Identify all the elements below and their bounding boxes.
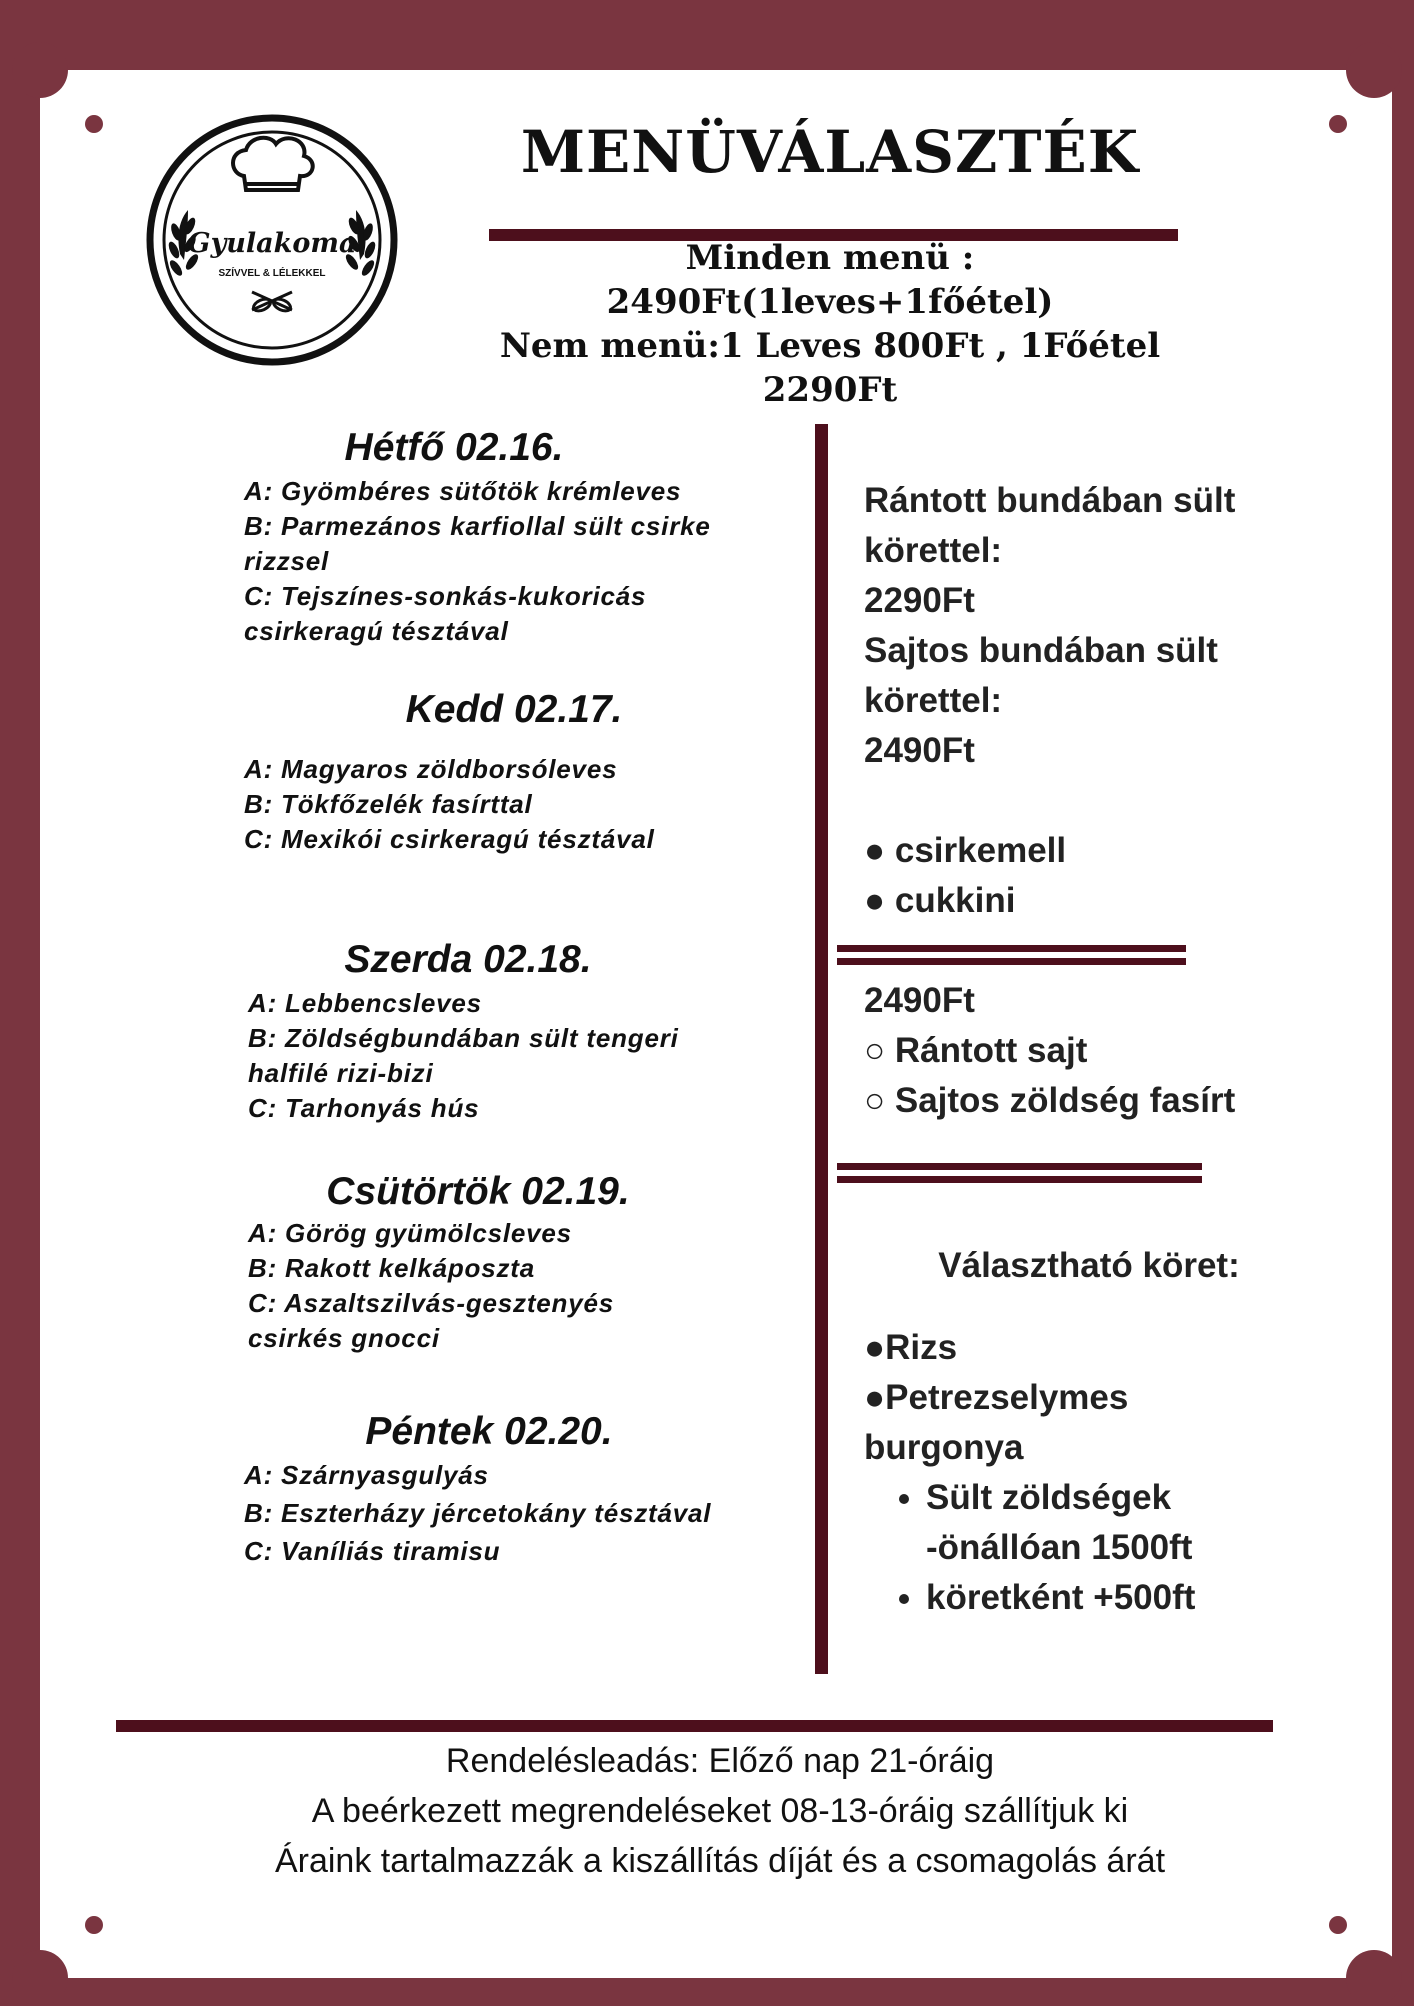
day-title: Kedd 02.17. bbox=[405, 688, 623, 731]
day-title: Péntek 02.20. bbox=[365, 1410, 613, 1453]
corner-notch bbox=[12, 42, 68, 98]
menu-item-a: A: Görög gyümölcsleves bbox=[248, 1218, 572, 1248]
day-thursday bbox=[248, 1170, 708, 1356]
price-note: Áraink tartalmazzák a kiszállítás díját és a csomagolás árát bbox=[274, 1842, 1166, 1880]
double-rule-top bbox=[837, 945, 1186, 952]
menu-item-a: A: Szárnyasgulyás bbox=[244, 1460, 489, 1490]
menu-item-a: A: Gyömbéres sütőtök krémleves bbox=[244, 476, 682, 506]
menu-item-c: C: Mexikói csirkeragú tésztával bbox=[244, 824, 655, 854]
decor-dot bbox=[85, 115, 103, 133]
side-rice: ●Rizs bbox=[864, 1328, 958, 1367]
option-zucchini: ● cukkini bbox=[864, 881, 1016, 920]
footer-divider bbox=[116, 1720, 1273, 1732]
menu-item-a: A: Magyaros zöldborsóleves bbox=[244, 754, 618, 784]
menu-item-b: B: Rakott kelkáposzta bbox=[248, 1253, 535, 1283]
sides-section bbox=[864, 1241, 1284, 1623]
price-info bbox=[440, 236, 1220, 412]
decor-dot bbox=[1329, 1916, 1347, 1934]
day-monday bbox=[244, 426, 784, 649]
side-addon-price: • köretként +500ft bbox=[926, 1573, 1284, 1623]
whisk-icon bbox=[252, 292, 293, 313]
day-title: Csütörtök 02.19. bbox=[326, 1170, 630, 1213]
day-wednesday bbox=[248, 938, 728, 1126]
day-title: Szerda 02.18. bbox=[344, 938, 592, 981]
delivery-hours: A beérkezett megrendeléseket 08-13-óráig szállítjuk ki bbox=[311, 1792, 1129, 1830]
menu-item-c: C: Tejszínes-sonkás-kukoricás csirkeragú tésztával bbox=[244, 581, 647, 646]
order-info bbox=[120, 1736, 1320, 1886]
decor-dot bbox=[1329, 115, 1347, 133]
price-line-1: Minden menü : bbox=[685, 238, 975, 278]
menu-item-c: C: Vaníliás tiramisu bbox=[244, 1536, 501, 1566]
decor-dot bbox=[85, 1916, 103, 1934]
menu-item-b: B: Eszterházy jércetokány tésztával bbox=[244, 1498, 712, 1528]
gyulakoma-logo bbox=[146, 114, 398, 366]
cheesy-breaded-price: 2490Ft bbox=[864, 731, 975, 770]
menu-item-b: B: Tökfőzelék fasírttal bbox=[244, 789, 533, 819]
day-title: Hétfő 02.16. bbox=[344, 426, 564, 469]
cheese-specials bbox=[864, 976, 1284, 1126]
menu-item-c: C: Tarhonyás hús bbox=[248, 1093, 480, 1123]
double-rule-bottom bbox=[837, 1176, 1202, 1183]
option-chicken-breast: ● csirkemell bbox=[864, 831, 1067, 870]
day-tuesday bbox=[244, 688, 784, 857]
column-divider bbox=[815, 424, 828, 1674]
menu-item-c: C: Aszaltszilvás-gesztenyés csirkés gnocci bbox=[248, 1288, 614, 1353]
corner-notch bbox=[12, 1950, 68, 2006]
side-parsley-potato: ●Petrezselymes burgonya bbox=[864, 1378, 1129, 1467]
sides-title: Választható köret: bbox=[938, 1246, 1240, 1285]
side-roasted-veg: • Sült zöldségek -önállóan 1500ft bbox=[926, 1473, 1284, 1573]
page-title: MENÜVÁLASZTÉK bbox=[520, 118, 1140, 186]
corner-notch bbox=[1346, 42, 1402, 98]
double-rule-top bbox=[837, 1163, 1202, 1170]
breaded-price: 2290Ft bbox=[864, 581, 975, 620]
breaded-specials bbox=[864, 476, 1284, 926]
double-rule-bottom bbox=[837, 958, 1186, 965]
logo-tagline: SZÍVVEL & LÉLEKKEL bbox=[218, 268, 326, 279]
cheese-price: 2490Ft bbox=[864, 981, 975, 1020]
option-veg-patty: ○ Sajtos zöldség fasírt bbox=[864, 1081, 1236, 1120]
menu-item-a: A: Lebbencsleves bbox=[248, 988, 482, 1018]
breaded-label: Rántott bundában sült körettel: bbox=[864, 481, 1236, 570]
cheesy-breaded-label: Sajtos bundában sült körettel: bbox=[864, 631, 1218, 720]
menu-item-b: B: Parmezános karfiollal sült csirke rizzsel bbox=[244, 511, 711, 576]
day-friday bbox=[244, 1410, 734, 1570]
corner-notch bbox=[1346, 1950, 1402, 2006]
option-fried-cheese: ○ Rántott sajt bbox=[864, 1031, 1088, 1070]
chef-hat-icon bbox=[233, 138, 313, 190]
menu-item-b: B: Zöldségbundában sült tengeri halfilé rizi-bizi bbox=[248, 1023, 679, 1088]
price-line-2: 2490Ft(1leves+1főétel) bbox=[606, 282, 1054, 322]
order-deadline: Rendelésleadás: Előző nap 21-óráig bbox=[445, 1742, 995, 1780]
logo-name: Gyulakoma bbox=[187, 228, 357, 259]
price-line-3: Nem menü:1 Leves 800Ft , 1Főétel 2290Ft bbox=[499, 326, 1161, 410]
extra-sides-list bbox=[864, 1473, 1284, 1623]
